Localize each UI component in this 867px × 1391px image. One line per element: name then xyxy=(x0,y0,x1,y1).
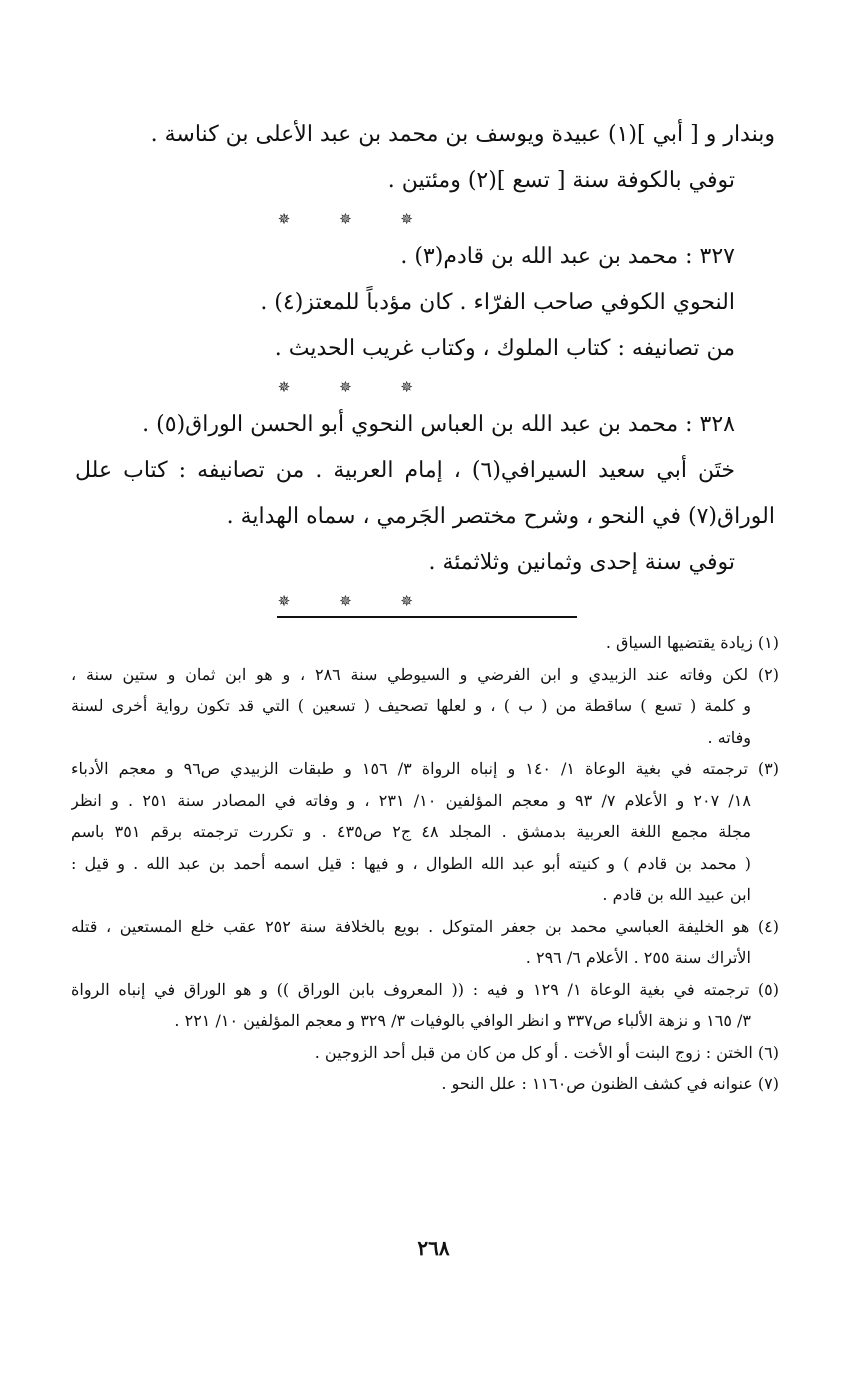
page-number: ٢٦٨ xyxy=(417,1236,450,1260)
footnote-line: و كلمة ( تسع ) ساقطة من ( ب ) ، و لعلها تصحيف ( تسعين ) التي قد تكون رواية أخرى لسنة xyxy=(71,696,751,715)
section-separator: ✵ ✵ ✵ xyxy=(277,592,435,610)
footnote-line: الأتراك سنة ٢٥٥ . الأعلام ٦/ ٢٩٦ . xyxy=(525,948,751,967)
footnote-line: (٤) هو الخليفة العباسي محمد بن جعفر المتوكل . بويع بالخلافة سنة ٢٥٢ عقب خلع المستعين ، قتله xyxy=(71,916,779,936)
footnote-line: (٢) لكن وفاته عند الزبيدي و ابن الفرضي و السيوطي سنة ٢٨٦ ، و هو ابن ثمان و ستين سنة ، xyxy=(71,664,779,684)
main-text xyxy=(75,112,775,616)
footnote-line: ٣/ ١٦٥ و نزهة الألباء ص٣٣٧ و انظر الوافي بالوفيات ٣/ ٣٢٩ و معجم المؤلفين ١٠/ ٢٢١ . xyxy=(174,1011,751,1030)
footnote-line: (٧) عنوانه في كشف الظنون ص١١٦٠ : علل النحو . xyxy=(441,1074,779,1093)
footnote-line: (٥) ترجمته في بغية الوعاة ١/ ١٢٩ و فيه : (( المعروف بابن الوراق )) و هو الوراق في إنباه الرواة xyxy=(71,979,779,999)
text-line: النحوي الكوفي صاحب الفرّاء . كان مؤدباً للمعتز(٤) . xyxy=(260,290,735,315)
text-line: توفي بالكوفة سنة [ تسع ](٢) ومئتين . xyxy=(387,168,735,193)
text-line: ختَن أبي سعيد السيرافي(٦) ، إمام العربية . من تصانيفه : كتاب علل xyxy=(75,458,735,483)
text-line: وبندار و [ أبي ](١) عبيدة ويوسف بن محمد بن عبد الأعلى بن كناسة . xyxy=(150,122,775,147)
footnote-line: (٦) الختن : زوج البنت أو الأخت . أو كل من كان من قبل أحد الزوجين . xyxy=(314,1042,779,1062)
footnote-line: وفاته . xyxy=(707,727,751,747)
footnote-line: (٣) ترجمته في بغية الوعاة ١/ ١٤٠ و إنباه الرواة ٣/ ١٥٦ و طبقات الزبيدي ص٩٦ و معجم الأدباء xyxy=(71,759,779,778)
entry-heading-328: ٣٢٨ : محمد بن عبد الله بن العباس النحوي أبو الحسن الوراق(٥) . xyxy=(142,412,735,437)
footnote-line: مجلة مجمع اللغة العربية بدمشق . المجلد ٤٨ ج٢ ص٤٣٥ . و تكررت ترجمته برقم ٣٥١ باسم xyxy=(71,822,752,841)
footnote-line: ( محمد بن قادم ) و كنيته أبو عبد الله الطوال ، و فيها : قيل اسمه أحمد بن عبد الله . و قيل : xyxy=(71,853,751,873)
footnote-line: ١٨/ ٢٠٧ و الأعلام ٧/ ٩٣ و معجم المؤلفين ١٠/ ٢٣١ ، و وفاته في المصادر سنة ٢٥١ . و انظر xyxy=(71,790,751,810)
text-line: الوراق(٧) في النحو ، وشرح مختصر الجَرمي ، سماه الهداية . xyxy=(226,504,775,529)
section-separator: ✵ ✵ ✵ xyxy=(277,210,435,228)
section-separator: ✵ ✵ ✵ xyxy=(277,378,435,396)
text-line: من تصانيفه : كتاب الملوك ، وكتاب غريب الحديث . xyxy=(274,336,735,361)
footnote-line: ابن عبيد الله بن قادم . xyxy=(602,885,751,904)
footnotes xyxy=(71,627,779,1100)
footnote-divider xyxy=(277,616,577,618)
entry-heading-327: ٣٢٧ : محمد بن عبد الله بن قادم(٣) . xyxy=(400,244,735,269)
text-line: توفي سنة إحدى وثمانين وثلاثمئة . xyxy=(428,550,735,575)
footnote-line: (١) زيادة يقتضيها السياق . xyxy=(605,633,779,652)
